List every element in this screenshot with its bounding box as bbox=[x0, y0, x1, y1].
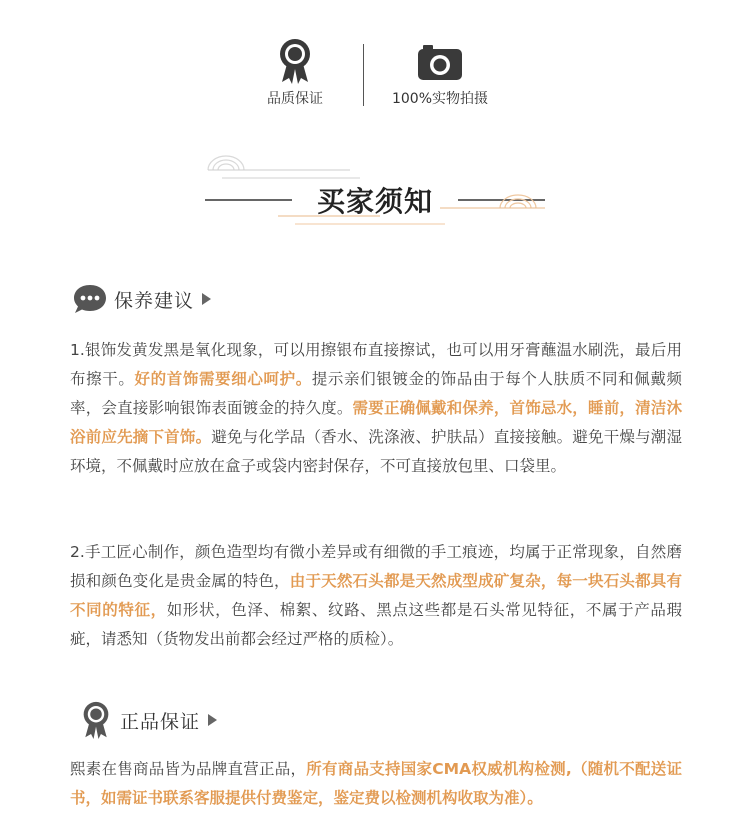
photo-badge-label: 100%实物拍摄 bbox=[391, 91, 489, 107]
text-run: 提示亲们银镀金的饰品由于每个人肤质不同和佩戴频率，会直接影响银饰表面镀金的持久度。 bbox=[70, 370, 682, 417]
award-ribbon-icon bbox=[78, 702, 114, 738]
award-ribbon-icon bbox=[220, 38, 370, 86]
text-run: 1.银饰发黄发黑是氧化现象，可以用擦银布直接擦试，也可以用牙膏蘸温水刷洗，最后用布擦干。 bbox=[70, 341, 682, 388]
banner-title: 买家须知 bbox=[316, 185, 433, 218]
photo-badge bbox=[365, 38, 515, 108]
quality-badge bbox=[220, 38, 370, 108]
genuine-section-heading bbox=[78, 702, 217, 738]
care-paragraph-1 bbox=[70, 336, 682, 481]
genuine-paragraph bbox=[70, 755, 682, 813]
text-run: 避免与化学品（香水、洗涤液、护肤品）直接接触。避免干燥与潮湿环境，不佩戴时应放在盒子或袋内密封保存，不可直接放包里、口袋里。 bbox=[70, 428, 682, 475]
care-heading-text: 保养建议 bbox=[114, 289, 195, 312]
highlight-run: 需要正确佩戴和保养，首饰忌水，睡前，清洁沐浴前应先摘下首饰。 bbox=[70, 399, 682, 446]
caret-right-icon bbox=[208, 714, 217, 726]
text-run: 2.手工匠心制作，颜色造型均有微小差异或有细微的手工痕迹，均属于正常现象，自然磨损和颜色变化是贵金属的特色， bbox=[70, 543, 682, 590]
caret-right-icon bbox=[202, 293, 211, 305]
badge-divider bbox=[363, 44, 364, 106]
care-section-heading bbox=[72, 281, 211, 317]
camera-icon bbox=[365, 38, 515, 86]
text-run: 如形状，色泽、棉絮、纹路、黑点这些都是石头常见特征，不属于产品瑕疵，请悉知（货物发出前都会经过严格的质检）。 bbox=[70, 601, 682, 648]
highlight-run: 由于天然石头都是天然成型成矿复杂，每一块石头都具有不同的特征， bbox=[70, 572, 682, 619]
text-run: 熙素在售商品皆为品牌直营正品， bbox=[70, 760, 307, 778]
quality-badge-label: 品质保证 bbox=[267, 91, 323, 107]
service-badges bbox=[0, 38, 750, 110]
chat-bubble-icon bbox=[72, 281, 108, 317]
care-paragraph-2 bbox=[70, 538, 682, 654]
genuine-heading-text: 正品保证 bbox=[120, 710, 201, 733]
highlight-run: 所有商品支持国家CMA权威机构检测,（随机不配送证书，如需证书联系客服提供付费鉴定，鉴定费以检测机构收取为准）。 bbox=[70, 760, 682, 807]
highlight-run: 好的首饰需要细心呵护。 bbox=[134, 370, 312, 388]
